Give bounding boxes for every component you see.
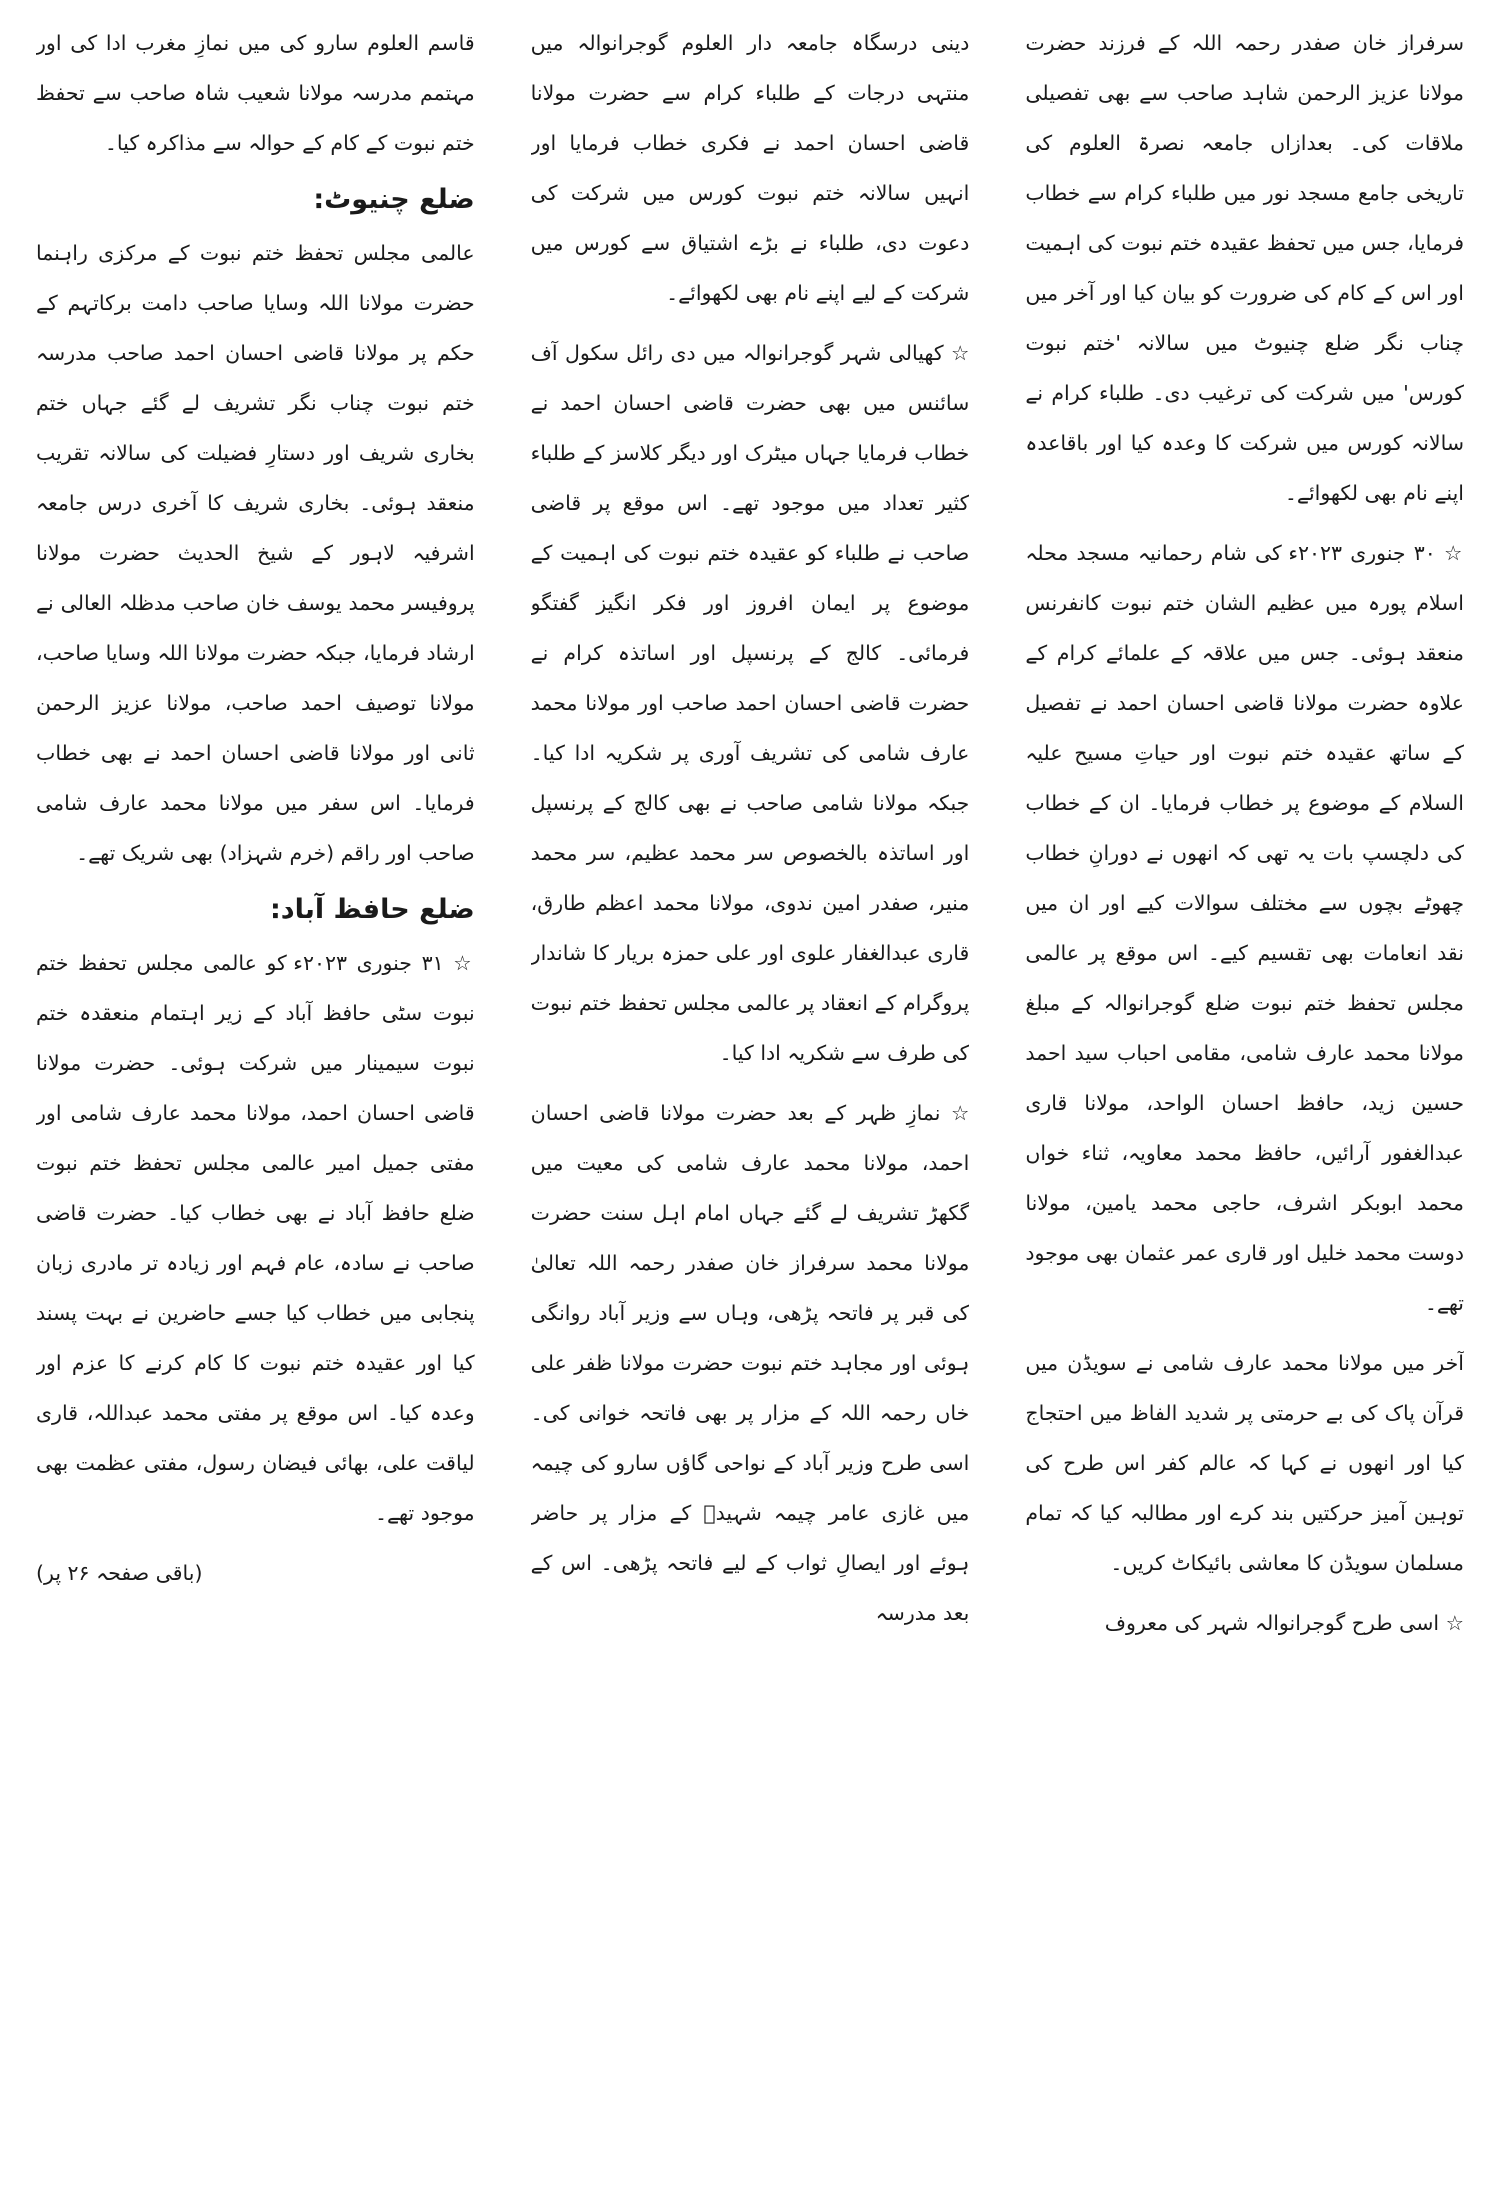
section-heading-hafizabad: ضلع حافظ آباد: xyxy=(269,894,475,925)
paragraph: ☆ اسی طرح گوجرانوالہ شہر کی معروف xyxy=(1104,1611,1464,1635)
paragraph: قاسم العلوم سارو کی میں نمازِ مغرب ادا کی اور مہتمم مدرسہ مولانا شعیب شاہ صاحب سے تحفظ ختم نبوت کے کام کے حوالہ سے مذاکرہ کیا۔ xyxy=(36,31,475,155)
continued-note: (باقی صفحہ ۲۶ پر) xyxy=(36,1561,203,1585)
section-heading-chiniot: ضلع چنیوٹ: xyxy=(313,184,475,215)
paragraph: سرفراز خان صفدر رحمہ اللہ کے فرزند حضرت مولانا عزیز الرحمن شاہد صاحب سے بھی تفصیلی ملاقات کی۔ بعدازاں جامعہ نصرۃ العلوم کی تاریخی جامع مسجد نور میں طلباء کرام سے خطاب فرمایا، جس میں تحفظ عقیدہ ختم نبوت کی اہمیت اور اس کے کام کی ضرورت کو بیان کیا اور آخر میں چناب نگر ضلع چنیوٹ میں سالانہ 'ختم نبوت کورس' میں شرکت کی ترغیب دی۔ طلباء کرام نے سالانہ کورس میں شرکت کا وعدہ کیا اور باقاعدہ اپنے نام بھی لکھوائے۔ xyxy=(1025,31,1464,505)
paragraph: دینی درسگاہ جامعہ دار العلوم گوجرانوالہ میں منتہی درجات کے طلباء کرام سے حضرت مولانا قاضی احسان احمد نے فکری خطاب فرمایا اور انہیں سالانہ ختم نبوت کورس میں شرکت کی دعوت دی، طلباء نے بڑے اشتیاق سے کورس میں شرکت کے لیے اپنے نام بھی لکھوائے۔ xyxy=(530,31,970,305)
paragraph: ☆ کھیالی شہر گوجرانوالہ میں دی رائل سکول آف سائنس میں بھی حضرت قاضی احسان احمد نے خطاب فرمایا جہاں میٹرک اور دیگر کلاسز کے طلباء کثیر تعداد میں موجود تھے۔ اس موقع پر قاضی صاحب نے طلباء کو عقیدہ ختم نبوت کی اہمیت کے موضوع پر ایمان افروز اور فکر انگیز گفتگو فرمائی۔ کالج کے پرنسپل اور اساتذہ کرام نے حضرت قاضی احسان احمد صاحب اور مولانا محمد عارف شامی کی تشریف آوری پر شکریہ ادا کیا۔ جبکہ مولانا شامی صاحب نے بھی کالج کے پرنسپل اور اساتذہ بالخصوص سر محمد عظیم، سر محمد منیر، صفدر امین ندوی، مولانا محمد اعظم طارق، قاری عبدالغفار علوی اور علی حمزہ بریار کا شاندار پروگرام کے انعقاد پر عالمی مجلس تحفظ ختم نبوت کی طرف سے شکریہ ادا کیا۔ xyxy=(530,341,970,1065)
column-right xyxy=(1025,18,1464,2178)
paragraph: ☆ نمازِ ظہر کے بعد حضرت مولانا قاضی احسان احمد، مولانا محمد عارف شامی کی معیت میں گکھڑ تشریف لے گئے جہاں امام اہل سنت حضرت مولانا محمد سرفراز خان صفدر رحمہ اللہ تعالیٰ کی قبر پر فاتحہ پڑھی، وہاں سے وزیر آباد روانگی ہوئی اور مجاہد ختم نبوت حضرت مولانا ظفر علی خاں رحمہ اللہ کے مزار پر بھی فاتحہ خوانی کی۔ اسی طرح وزیر آباد کے نواحی گاؤں سارو کی چیمہ میں غازی عامر چیمہ شہیدؒ کے مزار پر حاضر ہوئے اور ایصالِ ثواب کے لیے فاتحہ پڑھی۔ اس کے بعد مدرسہ xyxy=(530,1101,970,1625)
column-middle xyxy=(531,18,970,2178)
paragraph: ☆ ۳۰ جنوری ۲۰۲۳ء کی شام رحمانیہ مسجد محلہ اسلام پورہ میں عظیم الشان ختم نبوت کانفرنس منعقد ہوئی۔ جس میں علاقہ کے علمائے کرام کے علاوہ حضرت مولانا قاضی احسان احمد نے تفصیل کے ساتھ عقیدہ ختم نبوت اور حیاتِ مسیح علیہ السلام کے موضوع پر خطاب فرمایا۔ ان کے خطاب کی دلچسپ بات یہ تھی کہ انھوں نے دورانِ خطاب چھوٹے بچوں سے مختلف سوالات کیے اور ان میں نقد انعامات بھی تقسیم کیے۔ اس موقع پر عالمی مجلس تحفظ ختم نبوت ضلع گوجرانوالہ کے مبلغ مولانا محمد عارف شامی، مقامی احباب سید احمد حسین زید، حافظ احسان الواحد، مولانا قاری عبدالغفور آرائیں، حافظ محمد معاویہ، ثناء خواں محمد ابوبکر اشرف، حاجی محمد یامین، مولانا دوست محمد خلیل اور قاری عمر عثمان بھی موجود تھے۔ xyxy=(1025,541,1464,1315)
paragraph: عالمی مجلس تحفظ ختم نبوت کے مرکزی راہنما حضرت مولانا اللہ وسایا صاحب دامت برکاتہم کے حکم پر مولانا قاضی احسان احمد صاحب مدرسہ ختم نبوت چناب نگر تشریف لے گئے جہاں ختم بخاری شریف اور دستارِ فضیلت کی سالانہ تقریب منعقد ہوئی۔ بخاری شریف کا آخری درس جامعہ اشرفیہ لاہور کے شیخ الحدیث حضرت مولانا پروفیسر محمد یوسف خان صاحب مدظلہ العالی نے ارشاد فرمایا، جبکہ حضرت مولانا اللہ وسایا صاحب، مولانا توصیف احمد صاحب، مولانا عزیز الرحمن ثانی اور مولانا قاضی احسان احمد نے بھی خطاب فرمایا۔ اس سفر میں مولانا محمد عارف شامی صاحب اور راقم (خرم شہزاد) بھی شریک تھے۔ xyxy=(36,241,475,865)
paragraph: آخر میں مولانا محمد عارف شامی نے سویڈن میں قرآن پاک کی بے حرمتی پر شدید الفاظ میں احتجاج کیا اور انھوں نے کہا کہ عالم کفر اس طرح کی توہین آمیز حرکتیں بند کرے اور مطالبہ کیا کہ تمام مسلمان سویڈن کا معاشی بائیکاٹ کریں۔ xyxy=(1025,1351,1464,1575)
column-left xyxy=(36,18,475,2178)
paragraph: ☆ ۳۱ جنوری ۲۰۲۳ء کو عالمی مجلس تحفظ ختم نبوت سٹی حافظ آباد کے زیر اہتمام منعقدہ ختم نبوت سیمینار میں شرکت ہوئی۔ حضرت مولانا قاضی احسان احمد، مولانا محمد عارف شامی اور مفتی جمیل امیر عالمی مجلس تحفظ ختم نبوت ضلع حافظ آباد نے بھی خطاب کیا۔ حضرت قاضی صاحب نے سادہ، عام فہم اور زیادہ تر مادری زبان پنجابی میں خطاب کیا جسے حاضرین نے بہت پسند کیا اور عقیدہ ختم نبوت کا کام کرنے کا عزم اور وعدہ کیا۔ اس موقع پر مفتی محمد عبداللہ، قاری لیاقت علی، بھائی فیضان رسول، مفتی عظمت بھی موجود تھے۔ xyxy=(36,951,475,1525)
